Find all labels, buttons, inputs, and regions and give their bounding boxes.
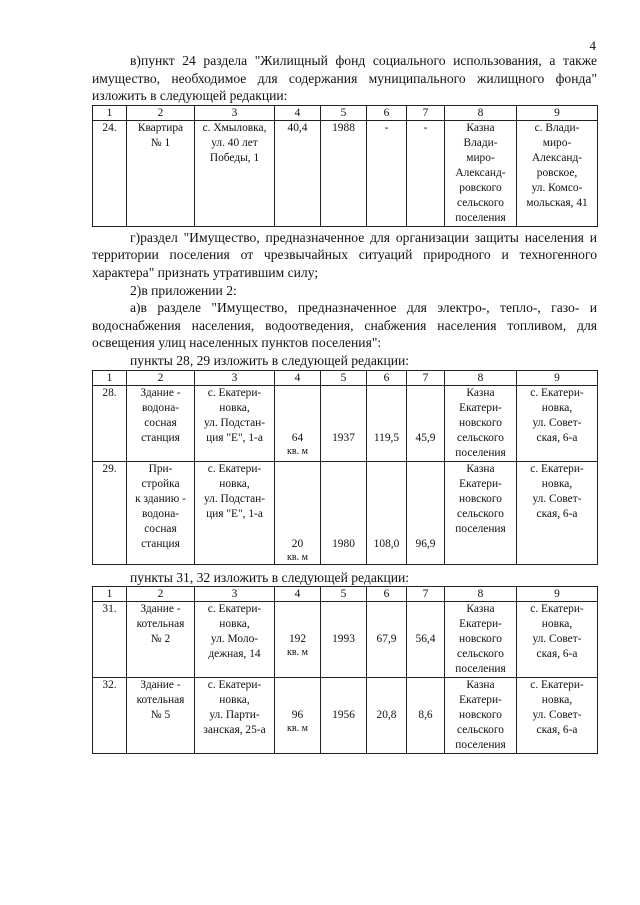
cell-text: с. Екатери- [207,603,262,616]
column-number-header: 4 [275,370,321,385]
cell-text: Казна [466,121,495,134]
cell-text: с. Хмыловка, [202,121,267,134]
table-cell-c7 [407,385,445,461]
table-cell-c3 [195,602,275,678]
cell-text: миро- [466,151,495,164]
cell-text: ул. Подстан- [203,492,266,505]
cell-text: 28. [102,386,117,399]
paragraph-intro-28-29: пункты 28, 29 изложить в следующей редакции: [130,352,410,368]
table-cell-c7 [407,461,445,564]
cell-text: 45,9 [415,431,436,444]
cell-text: Екатери- [459,401,502,414]
cell-text: 56,4 [415,633,436,646]
table-cell-c1 [93,385,127,461]
column-number-header: 5 [321,370,367,385]
table-cell-c8 [445,385,517,461]
table-row [93,602,598,678]
cell-text: 192 [288,633,307,646]
table-cell-c1 [93,461,127,564]
cell-text: ул. Совет- [532,633,582,646]
table-cell-c6 [367,602,407,678]
column-number-header: 3 [195,587,275,602]
cell-text: Здание - [140,679,181,692]
table-cell-c4 [275,385,321,461]
cell-text: с. Екатери- [530,679,584,692]
cell-text: новка, [219,401,250,414]
column-number-header: 5 [321,105,367,120]
cell-text: сельского [457,648,504,661]
column-number-header: 4 [275,105,321,120]
cell-text: 64 [291,431,304,444]
cell-text: ул. Совет- [532,492,582,505]
table-cell-c8 [445,678,517,754]
cell-text: 96,9 [415,537,436,550]
cell-text: Казна [466,386,495,399]
cell-text: ция "Е", 1-а [206,507,263,520]
column-number-header: 1 [93,587,127,602]
cell-text: мольская, 41 [526,196,588,209]
column-number-header: 8 [445,105,517,120]
cell-text: Екатери- [459,477,502,490]
column-number-header: 6 [367,105,407,120]
cell-text: с. Влади- [534,121,580,134]
cell-text: 108,0 [373,537,400,550]
table-cell-c6 [367,120,407,226]
cell-text: - [384,121,389,134]
cell-text: поселения [455,739,506,752]
cell-text: При- [148,462,173,475]
column-number-header: 9 [517,105,598,120]
cell-text: Александ- [531,151,583,164]
cell-text: № 1 [150,136,171,149]
cell-text: Влади- [463,136,498,149]
table-cell-c7 [407,678,445,754]
cell-text: поселения [455,446,506,459]
column-number-header: 8 [445,587,517,602]
cell-text: Казна [466,462,495,475]
table-cell-c3 [195,678,275,754]
cell-text: ровского [459,181,502,194]
cell-text: Казна [466,679,495,692]
cell-text: сосная [144,522,177,535]
cell-text: ская, 6-а [536,648,578,661]
table-cell-c1 [93,120,127,226]
column-number-header: 1 [93,370,127,385]
cell-text: поселения [455,522,506,535]
cell-text: 67,9 [376,633,397,646]
table-header-row [93,105,598,120]
document-body [92,52,597,754]
cell-text: водона- [141,507,180,520]
table-cell-c8 [445,461,517,564]
cell-text: Здание - [140,603,181,616]
cell-text: новского [459,492,502,505]
table-cell-c3 [195,461,275,564]
cell-text: 96 [291,709,304,722]
cell-text: 1993 [332,633,355,646]
paragraph-intro-31-32: пункты 31, 32 изложить в следующей редакции: [130,569,410,585]
table-cell-c4 [275,120,321,226]
page-number: 4 [589,38,596,53]
column-number-header: 7 [407,587,445,602]
cell-text: сельского [457,196,504,209]
cell-text: № 2 [150,633,171,646]
column-number-header: 7 [407,105,445,120]
table-cell-c3 [195,385,275,461]
cell-text: 1937 [332,431,355,444]
column-number-header: 3 [195,105,275,120]
cell-text: новского [459,416,502,429]
cell-text: ция "Е", 1-а [206,431,263,444]
cell-text: котельная [136,694,185,707]
column-number-header: 5 [321,587,367,602]
column-number-header: 7 [407,370,445,385]
table-cell-c9 [517,385,598,461]
cell-text: Казна [466,603,495,616]
cell-text: с. Екатери- [530,462,584,475]
column-number-header: 9 [517,587,598,602]
table-row [93,678,598,754]
cell-text: к зданию - [135,492,186,505]
cell-text: с. Екатери- [530,603,584,616]
cell-text: Александ- [455,166,506,179]
column-number-header: 6 [367,370,407,385]
paragraph-section-2: 2)в приложении 2: [130,282,237,298]
table-cell-c2 [127,602,195,678]
table-cell-c6 [367,678,407,754]
cell-text: Здание - [140,386,181,399]
area-unit: кв. м [287,445,308,457]
table-cell-c9 [517,120,598,226]
cell-text: ул. Парти- [209,709,260,722]
cell-text: Победы, 1 [209,151,260,164]
cell-text: новка, [219,694,250,707]
cell-text: 1956 [332,709,355,722]
cell-text: ул. Моло- [210,633,259,646]
cell-text: дежная, 14 [208,648,261,661]
column-number-header: 6 [367,587,407,602]
cell-text: 20,8 [376,709,397,722]
property-table-1 [92,105,598,227]
table-cell-c6 [367,385,407,461]
table-cell-c9 [517,602,598,678]
cell-text: занская, 25-а [203,724,266,737]
table-cell-c4 [275,461,321,564]
table-cell-c4 [275,678,321,754]
cell-text: с. Екатери- [207,386,262,399]
table-cell-c9 [517,461,598,564]
column-number-header: 9 [517,370,598,385]
cell-text: новка, [541,401,573,414]
cell-text: 40,4 [287,121,308,134]
table-cell-c5 [321,120,367,226]
cell-text: с. Екатери- [207,462,262,475]
cell-text: - [423,121,428,134]
cell-text: ская, 6-а [536,724,578,737]
table-cell-c5 [321,461,367,564]
cell-text: 24. [102,121,117,134]
area-unit: кв. м [287,551,308,563]
area-unit: кв. м [287,723,308,735]
table-header-row [93,370,598,385]
table-row [93,120,598,226]
cell-text: водона- [141,401,180,414]
table-cell-c1 [93,602,127,678]
cell-text: 29. [102,462,117,475]
table-cell-c1 [93,678,127,754]
cell-text: 119,5 [373,431,400,444]
cell-text: ул. 40 лет [211,136,258,149]
cell-text: сельского [457,724,504,737]
cell-text: новка, [219,477,250,490]
table-cell-c2 [127,120,195,226]
cell-text: новка, [541,618,573,631]
column-number-header: 2 [127,105,195,120]
cell-text: Квартира [137,121,184,134]
cell-text: котельная [136,618,185,631]
cell-text: 8,6 [418,709,433,722]
table-cell-c9 [517,678,598,754]
cell-text: поселения [455,663,506,676]
cell-text: станция [141,431,180,444]
column-number-header: 4 [275,587,321,602]
table-cell-c7 [407,120,445,226]
table-cell-c5 [321,385,367,461]
cell-text: стройка [141,477,180,490]
table-cell-c4 [275,602,321,678]
cell-text: ровское, [536,166,578,179]
cell-text: 31. [102,603,117,616]
column-number-header: 1 [93,105,127,120]
table-cell-c8 [445,602,517,678]
cell-text: 1988 [332,121,355,134]
cell-text: ул. Совет- [532,709,582,722]
table-cell-c2 [127,678,195,754]
cell-text: новка, [541,694,573,707]
cell-text: ул. Комсо- [531,181,583,194]
cell-text: новского [459,709,502,722]
table-cell-c7 [407,602,445,678]
cell-text: Екатери- [459,694,502,707]
paragraph-section-v: в)пункт 24 раздела "Жилищный фонд социального использования, а также имущество, необходимое для содержания муниципального жилищного фонда" изложить в следующей редакции: [92,53,597,104]
cell-text: 32. [102,679,117,692]
area-unit: кв. м [287,647,308,659]
cell-text: новского [459,633,502,646]
table-row [93,385,598,461]
cell-text: Екатери- [459,618,502,631]
cell-text: ская, 6-а [536,431,578,444]
table-cell-c2 [127,385,195,461]
cell-text: поселения [455,211,506,224]
cell-text: сосная [144,416,177,429]
cell-text: новка, [219,618,250,631]
table-row [93,461,598,564]
paragraph-section-g: г)раздел "Имущество, предназначенное для организации защиты населения и территории поселения от чрезвычайных ситуаций природного и техногенного характера" признать утратившим силу; [92,229,597,280]
cell-text: 20 [291,537,304,550]
cell-text: новка, [541,477,573,490]
table-cell-c5 [321,678,367,754]
cell-text: миро- [542,136,572,149]
cell-text: с. Екатери- [207,679,262,692]
column-number-header: 2 [127,587,195,602]
column-number-header: 3 [195,370,275,385]
cell-text: ская, 6-а [536,507,578,520]
column-number-header: 8 [445,370,517,385]
property-table-3 [92,586,598,754]
table-cell-c6 [367,461,407,564]
cell-text: ул. Подстан- [203,416,266,429]
cell-text: № 5 [150,709,171,722]
cell-text: 1980 [332,537,355,550]
table-header-row [93,587,598,602]
cell-text: с. Екатери- [530,386,584,399]
property-table-2 [92,370,598,565]
table-cell-c2 [127,461,195,564]
cell-text: сельского [457,507,504,520]
table-cell-c3 [195,120,275,226]
cell-text: станция [141,537,180,550]
column-number-header: 2 [127,370,195,385]
paragraph-section-a: а)в разделе "Имущество, предназначенное для электро-, тепло-, газо- и водоснабжения населения, водоотведения, снабжения населения топливом, для освещения улиц населенных пунктов поселения": [92,300,597,351]
table-cell-c8 [445,120,517,226]
table-cell-c5 [321,602,367,678]
cell-text: ул. Совет- [532,416,582,429]
cell-text: сельского [457,431,504,444]
